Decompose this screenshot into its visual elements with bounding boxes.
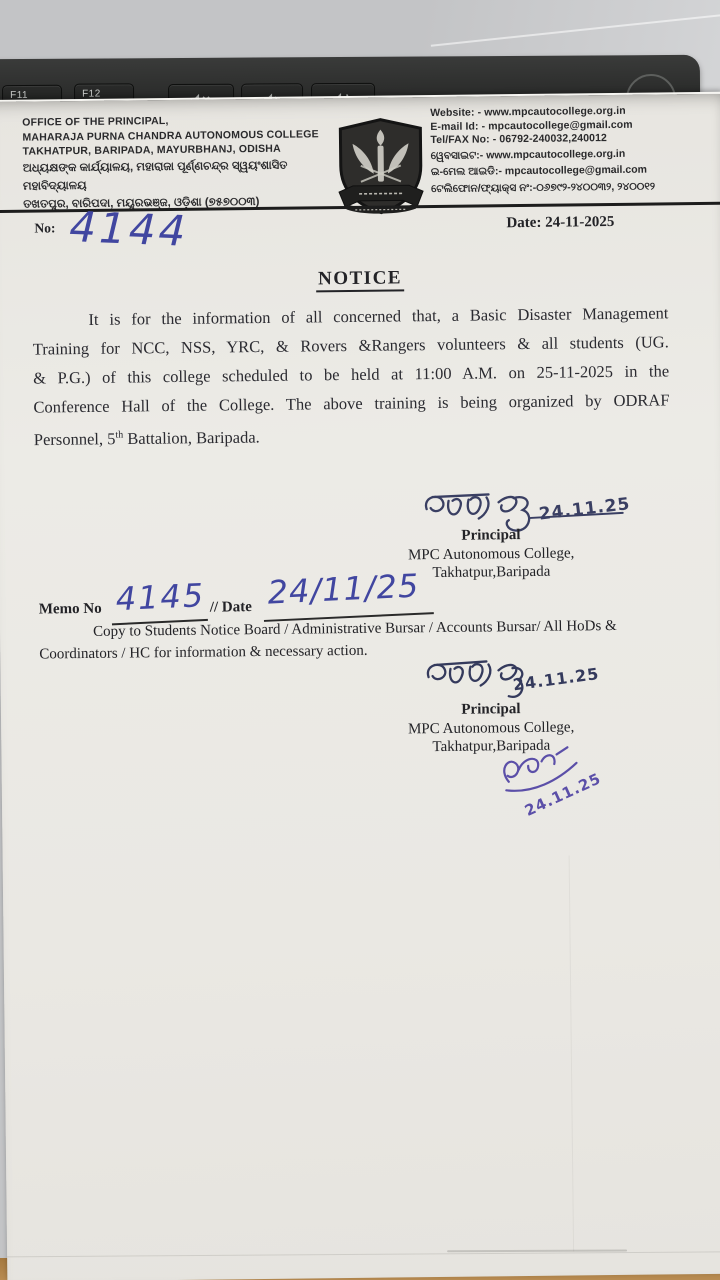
signatory-2-title: Principal <box>461 701 521 718</box>
memo-no-handwritten: 4145 <box>114 576 206 619</box>
paper-crease-vertical <box>569 856 574 1252</box>
letterhead-right <box>430 104 717 197</box>
ref-no-handwritten: 4144 <box>68 202 190 256</box>
college-name: MAHARAJA PURNA CHANDRA AUTONOMOUS COLLEGE <box>22 127 319 144</box>
ref-no-label: No: <box>34 220 56 236</box>
memo-date-handwritten: 24/11/25 <box>266 566 421 612</box>
email-line: E-mail Id: - mpcautocollege@gmail.com <box>430 118 633 133</box>
memo-no-label: Memo No <box>38 600 102 618</box>
notice-title: NOTICE <box>316 267 404 292</box>
college-address: TAKHATPUR, BARIPADA, MAYURBHANJ, ODISHA <box>22 142 281 158</box>
body-line-3: & P.G.) of this college scheduled to be held at 11:00 A.M. on 25-11-2025 in the <box>33 361 670 388</box>
key-f11-label: F11 <box>10 89 29 102</box>
signatory-2-place: Takhatpur,Baripada <box>432 737 551 756</box>
background-paper-fold <box>431 11 720 46</box>
body-line-1: It is for the information of all concerned that, a Basic Disaster Management <box>88 303 669 329</box>
memo-date-label: // Date <box>209 599 252 616</box>
body-line-2: Training for NCC, NSS, YRC, & Rovers &Rangers volunteers & all students (UG. <box>32 332 669 359</box>
key-f12-label: F12 <box>82 88 101 100</box>
signature-2-date: 24.11.25 <box>511 663 601 695</box>
body-line-4: Conference Hall of the College. The above training is being organized by ODRAF <box>33 390 670 417</box>
college-name-odia: ଅଧ୍ୟକ୍ଷଙ୍କ କାର୍ଯ୍ୟାଳୟ, ମହାରାଜା ପୂର୍ଣ୍ଣଚନ୍ଦ୍ର ସ୍ୱୟଂଶାସିତ ମହାବିଦ୍ୟାଳୟ <box>22 159 288 193</box>
office-line: OFFICE OF THE PRINCIPAL, <box>22 115 169 129</box>
email-line-odia: ଇ-ମେଲ ଆଇଡି:- mpcautocollege@gmail.com <box>430 163 647 179</box>
body-line-5-sup: th <box>115 429 124 441</box>
telfax-line-odia: ଟେଲିଫୋନ/ଫ୍ୟାକ୍ସ ନଂ:-୦୬୭୯୨-୨୪୦୦୩୨, ୨୪୦୦୧୨ <box>430 180 656 195</box>
body-line-5-pre: Personnel, 5 <box>33 429 116 450</box>
copy-to-line-1: Copy to Students Notice Board / Administrative Bursar / Accounts Bursar/ All HoDs & <box>92 617 617 640</box>
date-line: Date: 24-11-2025 <box>506 213 615 232</box>
notice-title-row <box>0 264 720 294</box>
copy-to-line-2: Coordinators / HC for information & necessary action. <box>39 642 368 663</box>
signatory-2-org: MPC Autonomous College, <box>407 719 575 738</box>
telfax-line: Tel/FAX No: - 06792-240032,240012 <box>430 132 608 147</box>
signatory-1-place: Takhatpur,Baripada <box>432 563 551 582</box>
college-address-odia: ତଖତପୁର, ବାରିପଦା, ମୟୂରଭଞ୍ଜ, ଓଡ଼ିଶା (୭୫୭୦୦୩) <box>23 195 260 211</box>
signatory-1-title: Principal <box>461 527 521 544</box>
website-line: Website: - www.mpcautocollege.org.in <box>430 104 626 120</box>
notice-body <box>32 298 670 454</box>
signature-1-date: 24.11.25 <box>537 494 632 525</box>
letterhead-left <box>22 112 333 213</box>
countersignature-date: 24.11.25 <box>521 769 604 820</box>
notice-document <box>0 89 720 1280</box>
paper-crease-horizontal <box>7 1251 720 1257</box>
signatory-1-org: MPC Autonomous College, <box>407 545 575 564</box>
website-line-odia: ୱେବସାଇଟ:- www.mpcautocollege.org.in <box>430 147 626 162</box>
body-line-5 <box>34 414 670 454</box>
body-line-5-post: Battalion, Baripada. <box>123 427 260 449</box>
